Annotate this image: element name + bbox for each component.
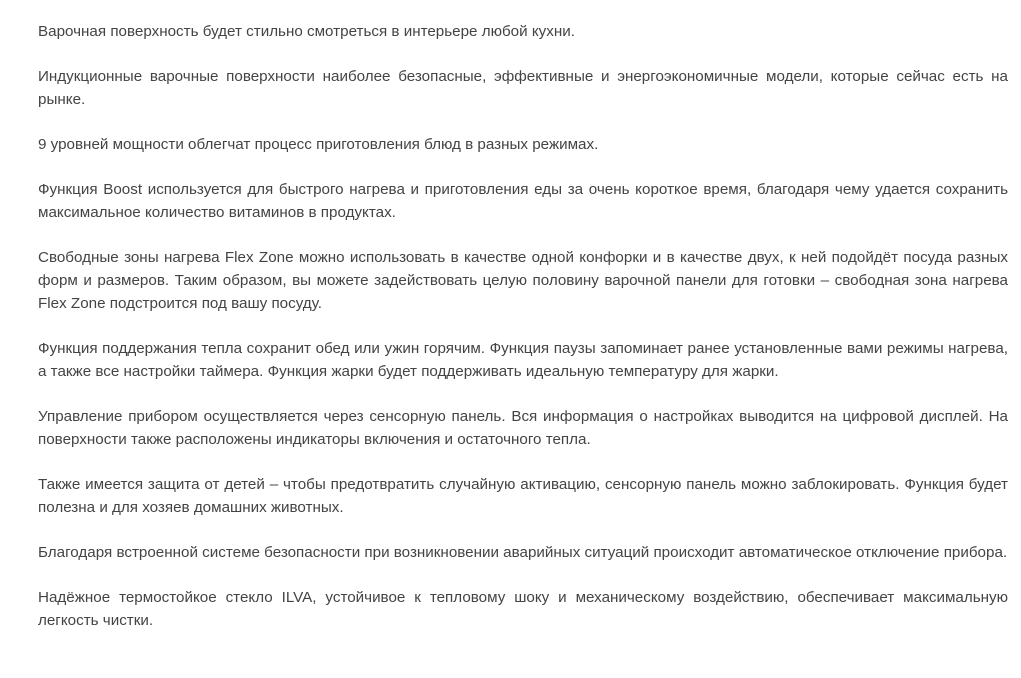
description-paragraph-8: Также имеется защита от детей – чтобы предотвратить случайную активацию, сенсорную панель можно заблокировать. Функция будет полезна и для хозяев домашних животных. (38, 476, 1008, 516)
description-paragraph-4: Функция Boost используется для быстрого нагрева и приготовления еды за очень короткое время, благодаря чему удается сохранить максимальное количество витаминов в продуктах. (38, 181, 1008, 221)
description-paragraph-6: Функция поддержания тепла сохранит обед или ужин горячим. Функция паузы запоминает ранее установленные вами режимы нагрева, а также все настройки таймера. Функция жарки будет поддерживать идеальную температуру для жарки. (38, 340, 1008, 380)
description-paragraph-1: Варочная поверхность будет стильно смотреться в интерьере любой кухни. (38, 23, 575, 40)
description-paragraph-5: Свободные зоны нагрева Flex Zone можно использовать в качестве одной конфорки и в качестве двух, к ней подойдёт посуда разных форм и размеров. Таким образом, вы можете задействовать целую половину варочной панели для готовки – свободная зона нагрева Flex Zone подстроится под вашу посуду. (38, 249, 1008, 312)
description-paragraph-10: Надёжное термостойкое стекло ILVA, устойчивое к тепловому шоку и механическому воздействию, обеспечивает максимальную легкость чистки. (38, 589, 1008, 629)
product-description (38, 20, 1008, 654)
description-paragraph-2: Индукционные варочные поверхности наиболее безопасные, эффективные и энергоэкономичные модели, которые сейчас есть на рынке. (38, 68, 1008, 108)
description-paragraph-9: Благодаря встроенной системе безопасности при возникновении аварийных ситуаций происходит автоматическое отключение прибора. (38, 544, 1008, 561)
description-paragraph-7: Управление прибором осуществляется через сенсорную панель. Вся информация о настройках выводится на цифровой дисплей. На поверхности также расположены индикаторы включения и остаточного тепла. (38, 408, 1008, 448)
description-paragraph-3: 9 уровней мощности облегчат процесс приготовления блюд в разных режимах. (38, 136, 599, 153)
